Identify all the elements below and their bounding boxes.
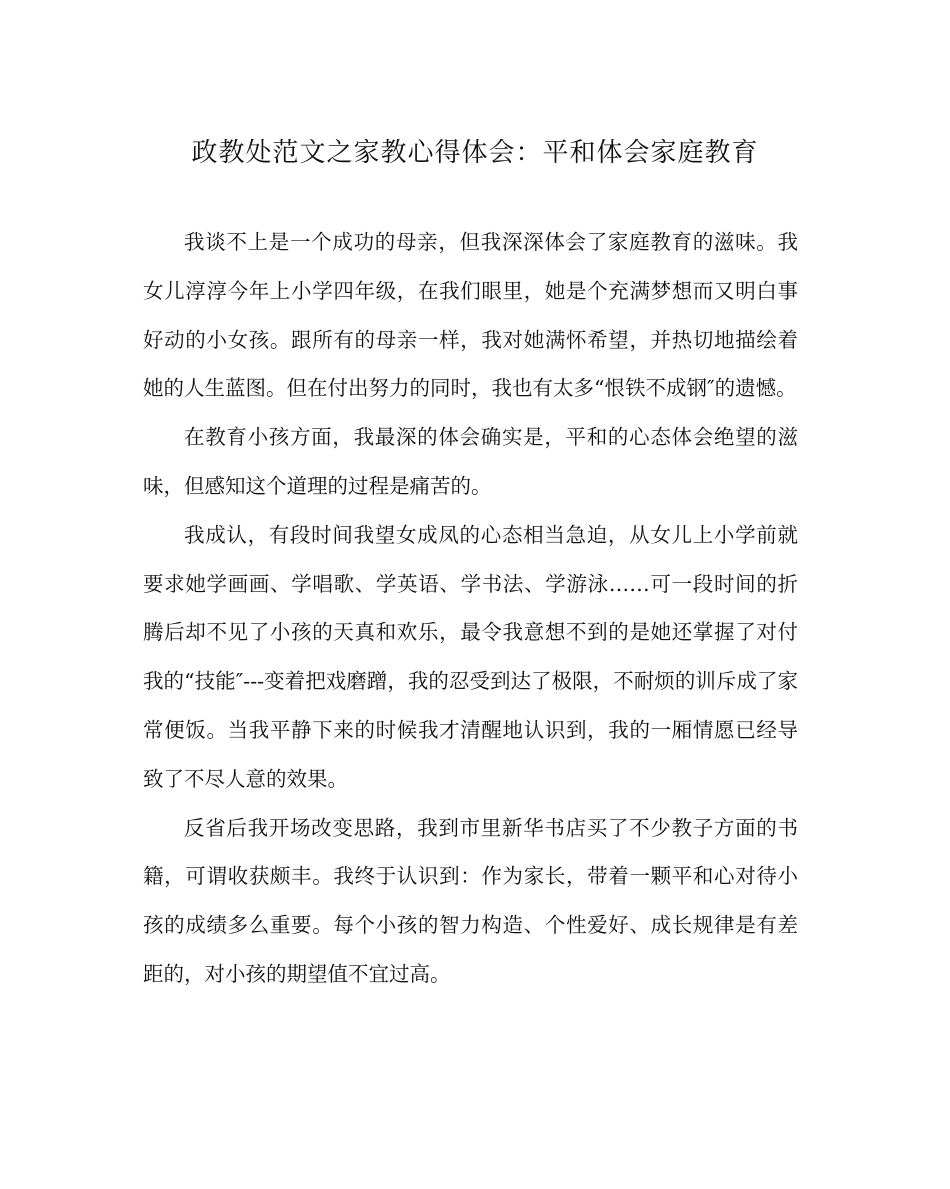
paragraph-2: 在教育小孩方面，我最深的体会确实是，平和的心态体会绝望的滋味，但感知这个道理的过程是痛苦的。 <box>143 425 798 498</box>
paragraph-4: 反省后我开场改变思路，我到市里新华书店买了不少教子方面的书籍，可谓收获颇丰。我终于认识到：作为家长，带着一颗平和心对待小孩的成绩多么重要。每个小孩的智力构造、个性爱好、成长规律是有差距的，对小孩的期望值不宜过高。 <box>143 815 798 986</box>
paragraph-1: 我谈不上是一个成功的母亲，但我深深体会了家庭教育的滋味。我女儿淳淳今年上小学四年级，在我们眼里，她是个充满梦想而又明白事好动的小女孩。跟所有的母亲一样，我对她满怀希望，并热切地描绘着她的人生蓝图。但在付出努力的同时，我也有太多“恨铁不成钢″的遗憾。 <box>143 230 798 401</box>
paragraph-3: 我成认，有段时间我望女成凤的心态相当急迫，从女儿上小学前就要求她学画画、学唱歌、学英语、学书法、学游泳……可一段时间的折腾后却不见了小孩的天真和欢乐，最令我意想不到的是她还掌握了对付我的“技能″---变着把戏磨蹭，我的忍受到达了极限，不耐烦的训斥成了家常便饭。当我平静下来的时候我才清醒地认识到，我的一厢情愿已经导致了不尽人意的效果。 <box>143 522 798 791</box>
page-title: 政教处范文之家教心得体会：平和体会家庭教育 <box>191 138 759 168</box>
document-body <box>143 218 798 999</box>
